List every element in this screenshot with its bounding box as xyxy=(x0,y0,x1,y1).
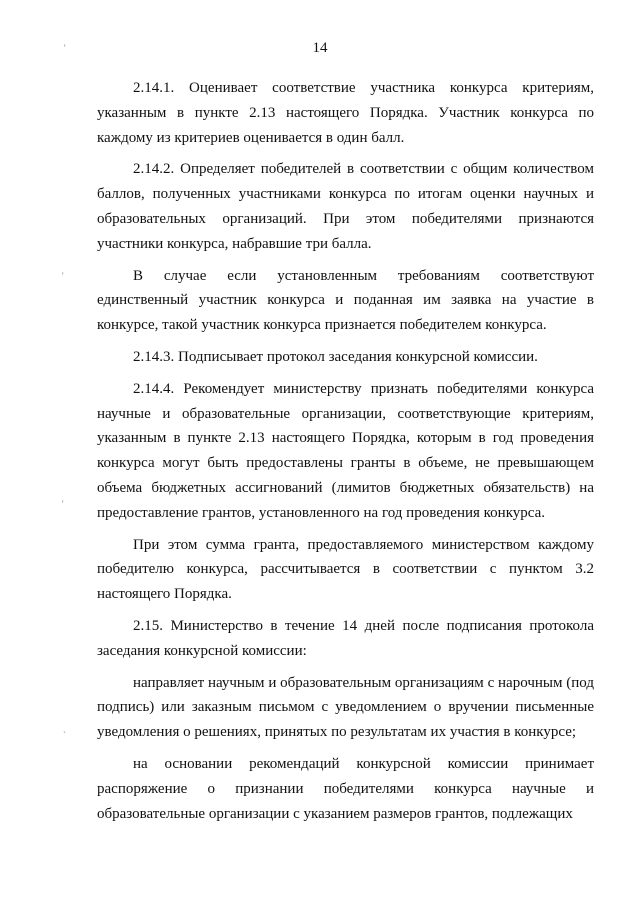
paragraph-2-14-2: 2.14.2. Определяет победителей в соответствии с общим количеством баллов, полученных участниками конкурса по итогам оценки научных и образовательных организаций. При этом победителями признаются участники конкурса, набравшие три балла. xyxy=(97,161,594,252)
paragraph-2-15: 2.15. Министерство в течение 14 дней после подписания протокола заседания конкурсной комиссии: xyxy=(97,617,594,659)
paragraph-issue-order: на основании рекомендаций конкурсной комиссии принимает распоряжение о признании победителями конкурса научные и образовательные организации с указанием размеров грантов, подлежащих xyxy=(97,755,594,822)
document-body xyxy=(97,76,594,826)
paragraph-single-participant: В случае если установленным требованиям соответствуют единственный участник конкурса и поданная им заявка на участие в конкурсе, такой участник конкурса признается победителем конкурса. xyxy=(97,267,594,334)
scan-mark: ' xyxy=(62,499,64,509)
paragraph-grant-amount: При этом сумма гранта, предоставляемого министерством каждому победителю конкурса, рассчитывается в соответствии с пунктом 3.2 настоящего Порядка. xyxy=(97,536,594,603)
paragraph-send-notices: направляет научным и образовательным организациям с нарочным (под подпись) или заказным письмом с уведомлением о вручении письменные уведомления о решениях, принятых по результатам их участия в конкурсе; xyxy=(97,674,594,741)
paragraph-2-14-3: 2.14.3. Подписывает протокол заседания конкурсной комиссии. xyxy=(133,348,538,365)
scan-mark: ' xyxy=(64,43,66,53)
paragraph-2-14-1: 2.14.1. Оценивает соответствие участника конкурса критериям, указанным в пункте 2.13 настоящего Порядка. Участник конкурса по каждому из критериев оценивается в один балл. xyxy=(97,80,594,146)
scan-mark: ` xyxy=(63,730,66,740)
paragraph-2-14-4: 2.14.4. Рекомендует министерству признать победителями конкурса научные и образовательные организации, соответствующие критериям, указанным в пункте 2.13 настоящего Порядка, которым в год проведения конкурса могут быть предоставлены гранты в объеме, не превышающем объема бюджетных ассигнований (лимитов бюджетных обязательств) на предоставление грантов, установленного на год проведения конкурса. xyxy=(97,380,594,521)
page-number: 14 xyxy=(312,40,328,56)
scan-mark: ' xyxy=(62,271,64,281)
